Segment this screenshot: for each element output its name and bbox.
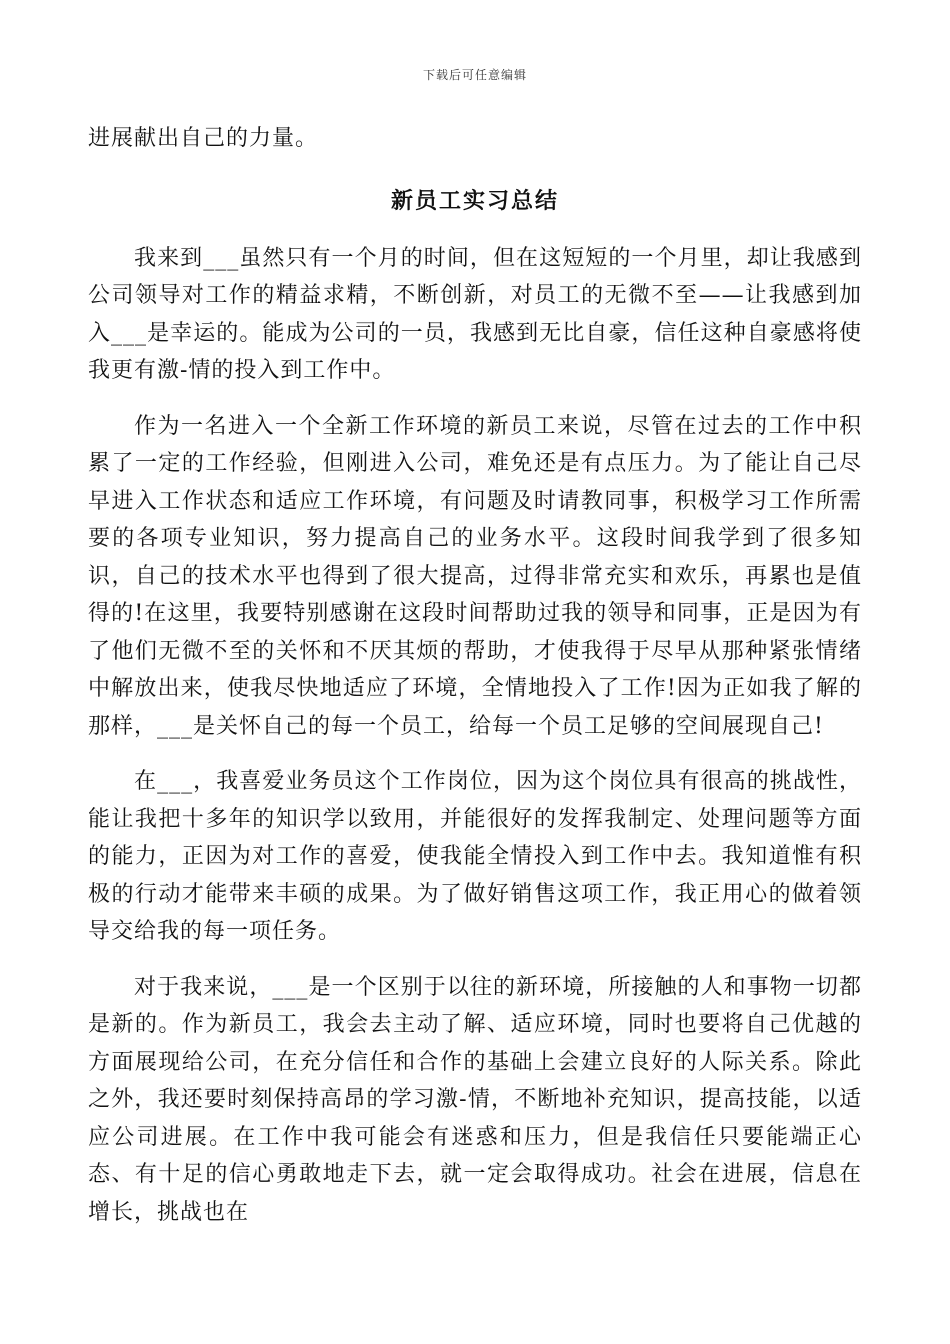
paragraph-1: 我来到___虽然只有一个月的时间，但在这短短的一个月里，却让我感到公司领导对工作的精益求精，不断创新，对员工的无微不至——让我感到加入___是幸运的。能成为公司的一员，我感到无比自豪，信任这种自豪感将使我更有激-情的投入到工作中。 [88,245,862,383]
paragraph-3: 在___，我喜爱业务员这个工作岗位，因为这个岗位具有很高的挑战性，能让我把十多年的知识学以致用，并能很好的发挥我制定、处理问题等方面的能力，正因为对工作的喜爱，使我能全情投入到工作中去。我知道惟有积极的行动才能带来丰硕的成果。为了做好销售这项工作，我正用心的做着领导交给我的每一项任务。 [88,769,862,944]
paragraph-4: 对于我来说，___是一个区别于以往的新环境，所接触的人和事物一切都是新的。作为新员工，我会去主动了解、适应环境，同时也要将自己优越的方面展现给公司，在充分信任和合作的基础上会建立良好的人际关系。除此之外，我还要时刻保持高昂的学习激-情，不断地补充知识，提高技能，以适应公司进展。在工作中我可能会有迷惑和压力，但是我信任只要能端正心态、有十足的信心勇敢地走下去，就一定会取得成功。社会在进展，信息在增长，挑战也在 [88,974,862,1225]
document-title: 新员工实习总结 [390,187,559,214]
document-body [88,120,862,1231]
lead-line: 进展献出自己的力量。 [88,126,319,151]
paragraph-2: 作为一名进入一个全新工作环境的新员工来说，尽管在过去的工作中积累了一定的工作经验，但刚进入公司，难免还是有点压力。为了能让自己尽早进入工作状态和适应工作环境，有问题及时请教同事，积极学习工作所需要的各项专业知识，努力提高自己的业务水平。这段时间我学到了很多知识，自己的技术水平也得到了很大提高，过得非常充实和欢乐，再累也是值得的!在这里，我要特别感谢在这段时间帮助过我的领导和同事，正是因为有了他们无微不至的关怀和不厌其烦的帮助，才使我得于尽早从那种紧张情绪中解放出来，使我尽快地适应了环境，全情地投入了工作!因为正如我了解的那样，___是关怀自己的每一个员工，给每一个员工足够的空间展现自己! [88,413,862,739]
header-note: 下载后可任意编辑 [422,68,527,82]
